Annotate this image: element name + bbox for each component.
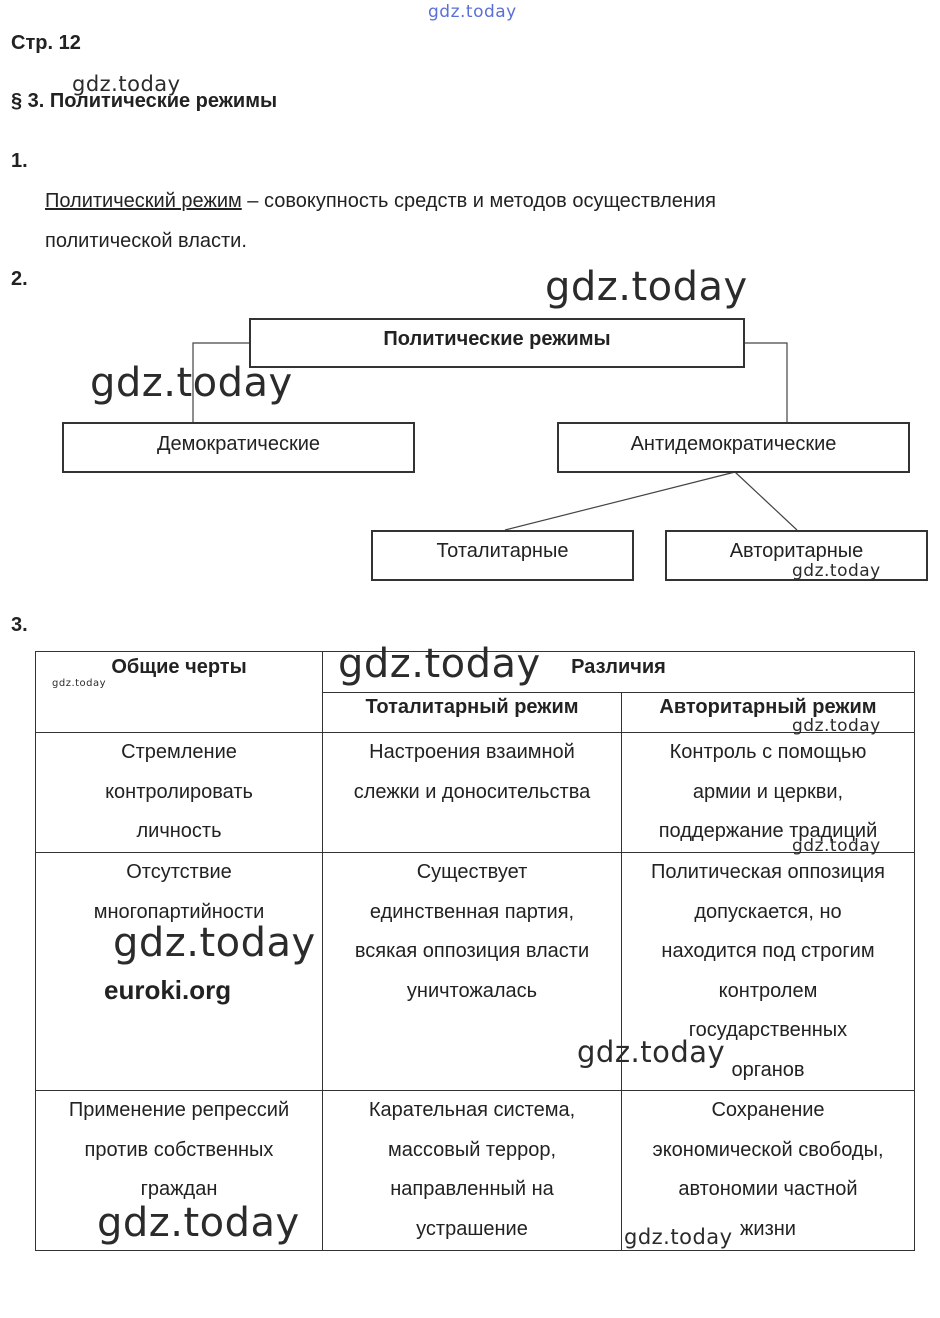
cell-authoritarian: Контроль с помощью армии и церкви, поддержание традиций bbox=[622, 733, 915, 853]
watermark: gdz.today bbox=[338, 641, 541, 687]
definition-line2: политической власти. bbox=[45, 230, 247, 252]
header-differences: Различия bbox=[323, 652, 915, 693]
watermark: gdz.today bbox=[52, 678, 107, 689]
watermark: gdz.today bbox=[545, 264, 748, 310]
watermark: gdz.today bbox=[72, 72, 181, 96]
diagram-democratic: Демократические bbox=[62, 422, 415, 473]
cell-authoritarian: Сохранение экономической свободы, автономии частной жизни bbox=[622, 1091, 915, 1251]
cell-totalitarian: Карательная система, массовый террор, направленный на устрашение bbox=[323, 1091, 622, 1251]
diagram-authoritarian: Авторитарные bbox=[665, 530, 928, 581]
watermark: gdz.today bbox=[577, 1035, 726, 1069]
cell-common: Стремление контролировать личность bbox=[36, 733, 323, 853]
cell-common: Применение репрессий против собственных граждан bbox=[36, 1091, 323, 1251]
task-number-2: 2. bbox=[11, 268, 28, 290]
header-common: Общие черты bbox=[36, 652, 323, 733]
watermark-euroki: euroki.org bbox=[104, 975, 232, 1005]
cell-totalitarian: Настроения взаимной слежки и доносительства bbox=[323, 733, 622, 853]
definition-text: – совокупность средств и методов осуществления bbox=[241, 190, 716, 212]
watermark: gdz.today bbox=[624, 1225, 733, 1249]
watermark: gdz.today bbox=[97, 1200, 300, 1246]
watermark-top: gdz.today bbox=[428, 2, 517, 22]
watermark: gdz.today bbox=[792, 716, 881, 736]
header-totalitarian: Тоталитарный режим bbox=[323, 693, 622, 733]
watermark: gdz.today bbox=[792, 561, 881, 581]
definition-term: Политический режим bbox=[45, 190, 242, 212]
task-number-3: 3. bbox=[11, 614, 28, 636]
table-row bbox=[36, 853, 915, 1091]
diagram-antidemocratic: Антидемократические bbox=[557, 422, 910, 473]
task-number-1: 1. bbox=[11, 150, 28, 172]
section-title: § 3. Политические режимы bbox=[11, 90, 278, 112]
table-row bbox=[36, 733, 915, 853]
watermark: gdz.today bbox=[792, 836, 881, 856]
header-authoritarian: Авторитарный режим bbox=[622, 693, 915, 733]
diagram-totalitarian: Тоталитарные bbox=[371, 530, 634, 581]
page-label: Стр. 12 bbox=[11, 32, 81, 54]
watermark: gdz.today bbox=[113, 920, 316, 966]
cell-authoritarian: Политическая оппозиция допускается, но находится под строгим контролем государственных органов bbox=[622, 853, 915, 1091]
cell-common: Отсутствие многопартийности bbox=[36, 853, 323, 1091]
cell-totalitarian: Существует единственная партия, всякая оппозиция власти уничтожалась bbox=[323, 853, 622, 1091]
diagram-root: Политические режимы bbox=[249, 318, 745, 368]
diagram-connectors bbox=[0, 0, 940, 620]
watermark: gdz.today bbox=[90, 360, 293, 406]
